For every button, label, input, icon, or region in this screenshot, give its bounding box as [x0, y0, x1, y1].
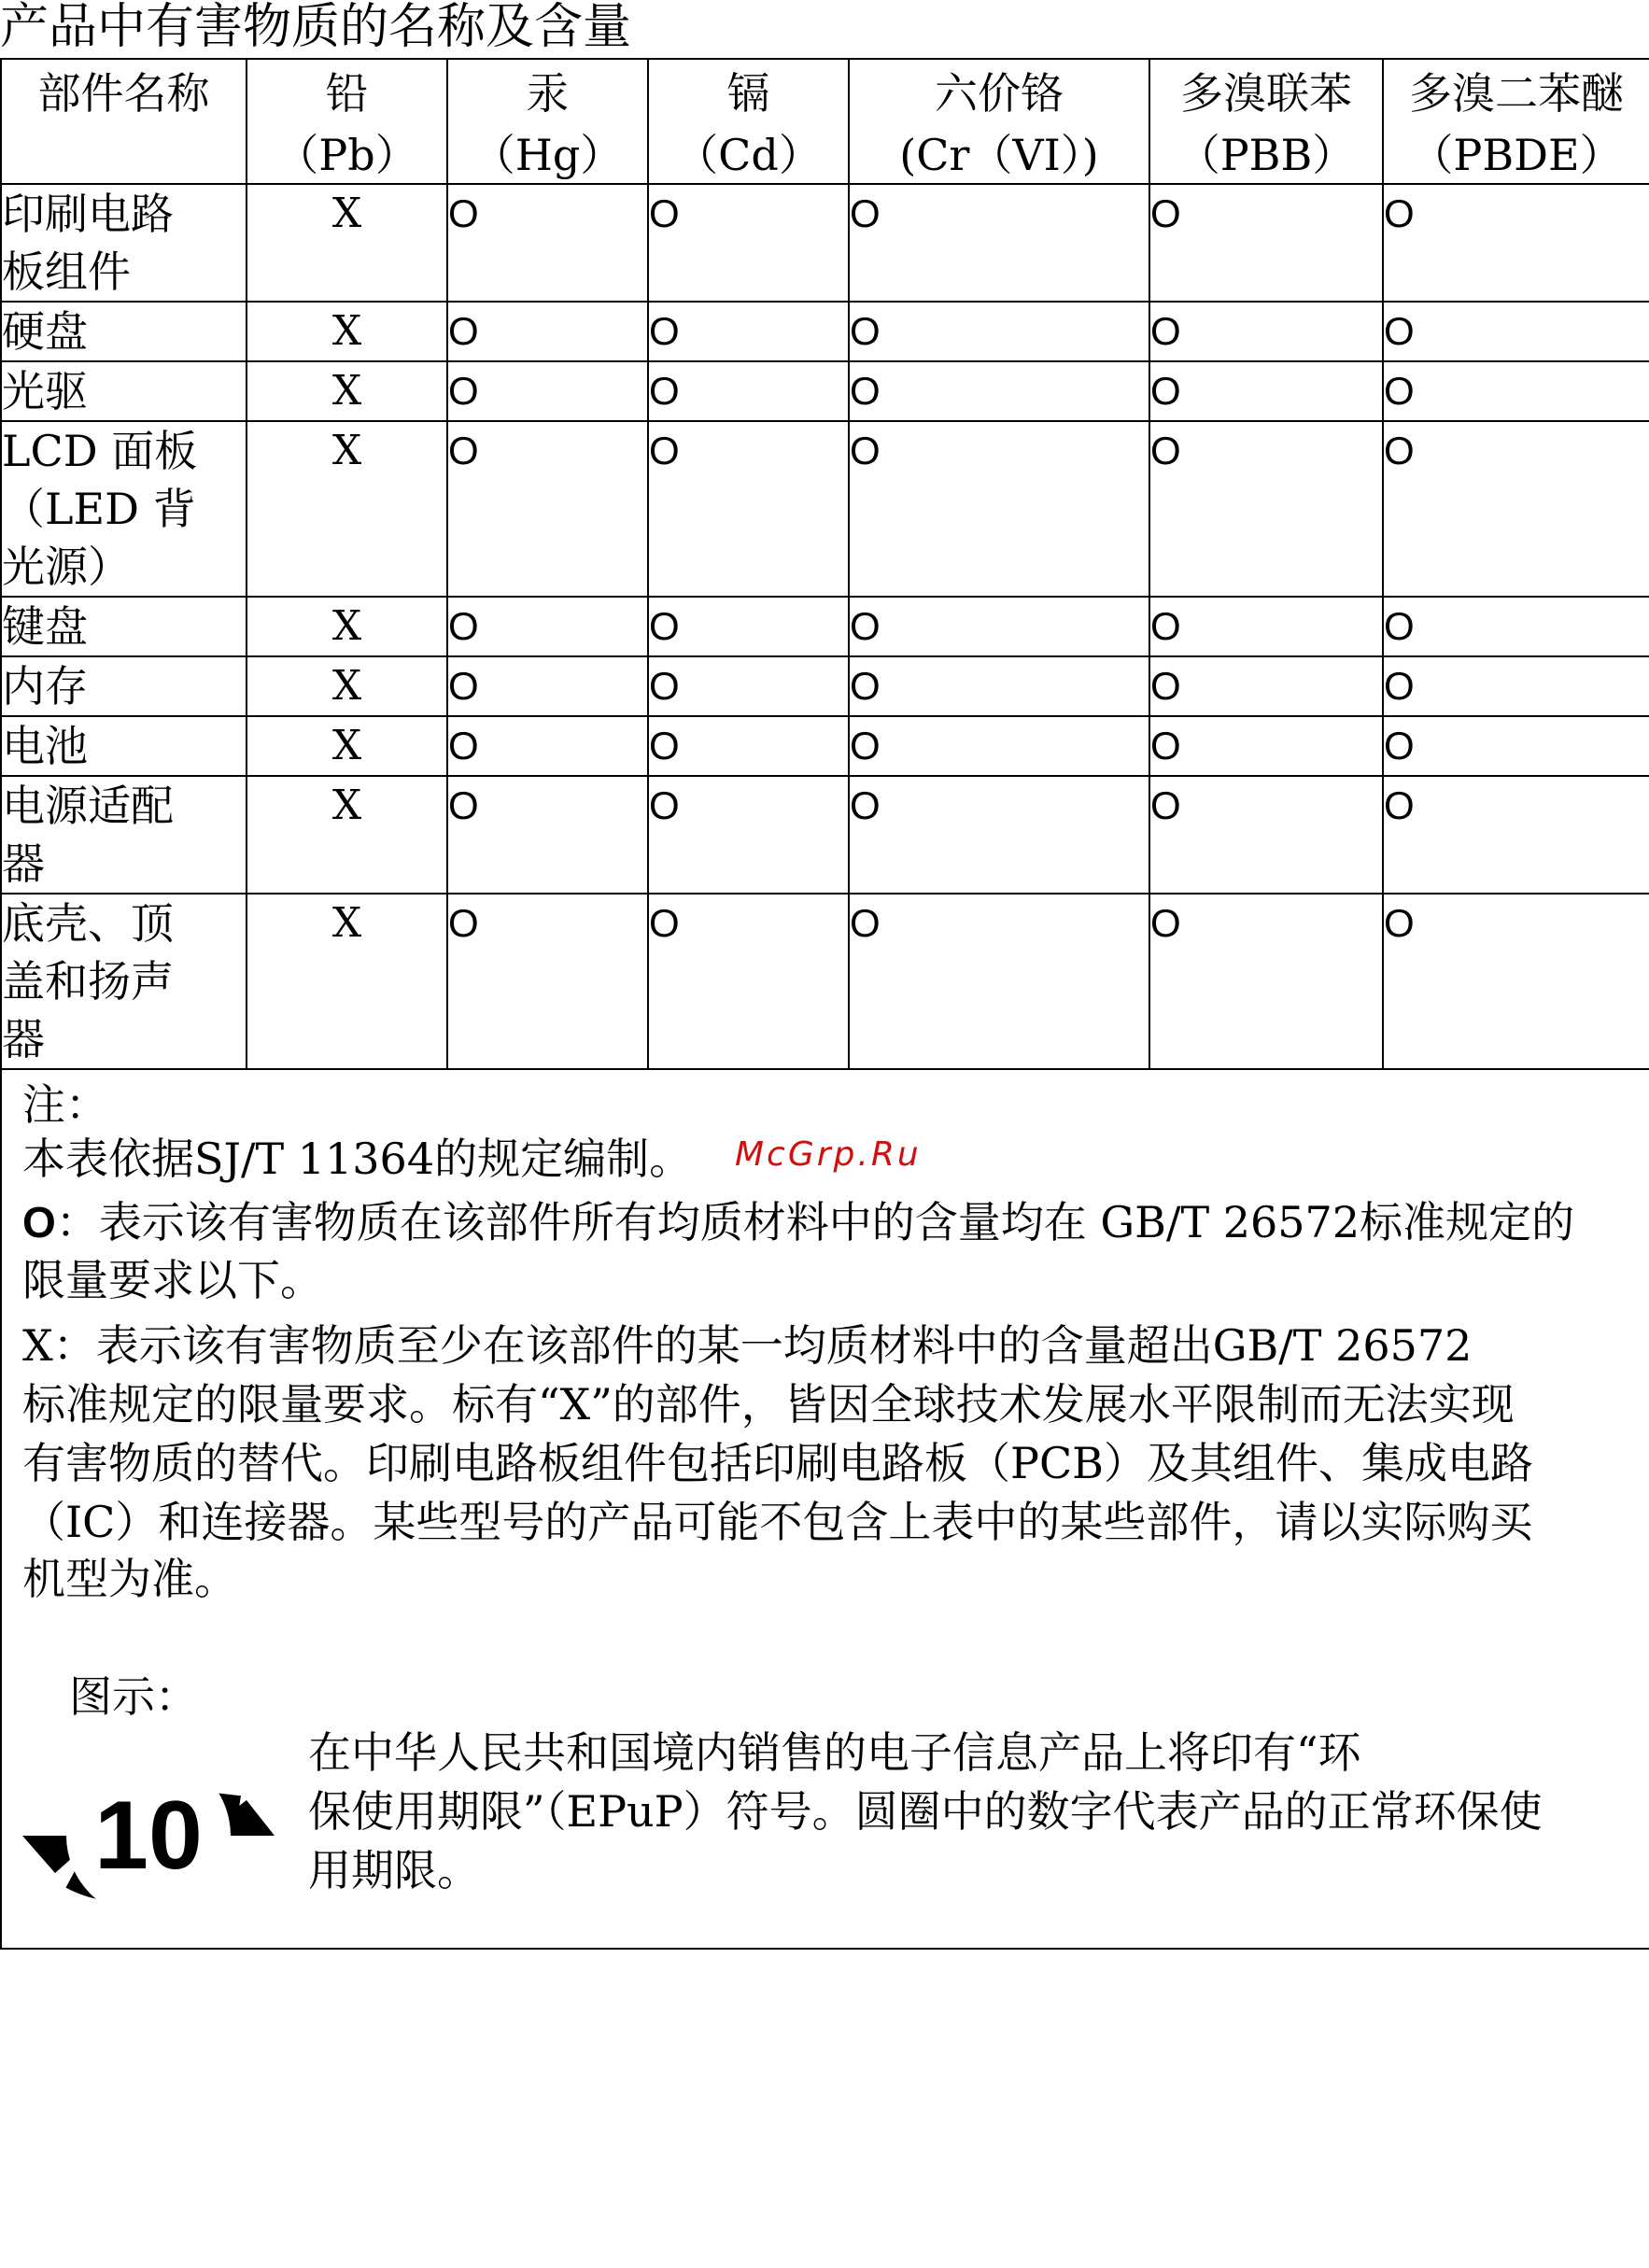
part-name-cell — [1, 597, 247, 656]
pbb-cell: O — [1149, 894, 1383, 1069]
part-name-line: 底壳、顶 — [2, 898, 174, 949]
pbde-cell: O — [1383, 421, 1649, 597]
pbb-cell: O — [1149, 656, 1383, 716]
notes-o-definition-cont: 限量要求以下。 — [22, 1255, 323, 1305]
hazardous-substance-table — [0, 58, 1649, 1950]
o-definition-text: ：表示该有害物质在该部件所有均质材料中的含量均在 GB/T 26572标准规定的 — [55, 1197, 1575, 1247]
epup-logo — [22, 1724, 275, 1948]
table-row — [1, 302, 1649, 361]
pbde-cell: O — [1383, 597, 1649, 656]
part-name-cell — [1, 894, 247, 1069]
header-pbde — [1383, 59, 1649, 184]
table-row — [1, 184, 1649, 302]
part-name-cell — [1, 716, 247, 776]
pbb-cell: O — [1149, 421, 1383, 597]
table-row — [1, 776, 1649, 894]
cadmium-cell: O — [648, 656, 849, 716]
table-row — [1, 716, 1649, 776]
pbde-cell: O — [1383, 776, 1649, 894]
part-name-line: 内存 — [2, 661, 88, 711]
notes-x-line: 标准规定的限量要求。标有“X”的部件，皆因全球技术发展水平限制而无法实现 — [22, 1379, 1515, 1430]
pbde-cell: O — [1383, 302, 1649, 361]
notes-cell — [1, 1069, 1649, 1949]
chromium-vi-cell: O — [849, 302, 1149, 361]
lead-cell: X — [247, 716, 447, 776]
mercury-cell: O — [447, 421, 648, 597]
header-pbb — [1149, 59, 1383, 184]
table-row — [1, 597, 1649, 656]
pbb-cell: O — [1149, 597, 1383, 656]
part-name-line: （LED 背 — [2, 484, 196, 534]
lead-cell: X — [247, 656, 447, 716]
part-name-cell — [1, 421, 247, 597]
table-row — [1, 421, 1649, 597]
cadmium-cell: O — [648, 421, 849, 597]
page-title: 产品中有害物质的名称及含量 — [0, 0, 632, 55]
mercury-cell: O — [447, 716, 648, 776]
notes-x-line: （IC）和连接器。某些型号的产品可能不包含上表中的某些部件，请以实际购买 — [22, 1497, 1533, 1547]
notes-x-line: 有害物质的替代。印刷电路板组件包括印刷电路板（PCB）及其组件、集成电路 — [22, 1438, 1533, 1488]
header-symbol: （PBDE） — [1410, 130, 1623, 180]
pbb-cell: O — [1149, 716, 1383, 776]
cadmium-cell: O — [648, 894, 849, 1069]
notes-label: 注： — [22, 1079, 108, 1130]
header-chromium-vi — [849, 59, 1149, 184]
notes-standard: 本表依据SJ/T 11364的规定编制。 — [22, 1134, 693, 1184]
o-symbol: O — [22, 1198, 56, 1247]
part-name-line: 硬盘 — [2, 306, 88, 357]
header-mercury — [447, 59, 648, 184]
notes-x-line: 机型为准。 — [22, 1554, 237, 1604]
cadmium-cell: O — [648, 361, 849, 421]
header-symbol: （PBB） — [1177, 130, 1356, 180]
mercury-cell: O — [447, 597, 648, 656]
epup-description-line: 用期限。 — [308, 1845, 480, 1895]
lead-cell: X — [247, 184, 447, 302]
table-header-row — [1, 59, 1649, 184]
part-name-line: 电源适配 — [2, 781, 174, 831]
lead-cell: X — [247, 894, 447, 1069]
mercury-cell: O — [447, 302, 648, 361]
pbde-cell: O — [1383, 184, 1649, 302]
mercury-cell: O — [447, 361, 648, 421]
header-label: 铅 — [325, 68, 369, 119]
pbde-cell: O — [1383, 656, 1649, 716]
header-symbol: （Cd） — [675, 130, 822, 180]
chromium-vi-cell: O — [849, 716, 1149, 776]
cadmium-cell: O — [648, 776, 849, 894]
part-name-cell — [1, 776, 247, 894]
lead-cell: X — [247, 776, 447, 894]
header-label: 镉 — [726, 68, 770, 119]
part-name-cell — [1, 361, 247, 421]
header-symbol: （Pb） — [275, 130, 418, 180]
epup-years-number: 10 — [94, 1782, 203, 1890]
notes-x-line: X：表示该有害物质至少在该部件的某一均质材料中的含量超出GB/T 26572 — [22, 1320, 1473, 1371]
pbb-cell: O — [1149, 184, 1383, 302]
table-row — [1, 894, 1649, 1069]
header-cadmium — [648, 59, 849, 184]
part-name-cell — [1, 656, 247, 716]
cadmium-cell: O — [648, 716, 849, 776]
part-name-line: 印刷电路 — [2, 189, 174, 239]
pbb-cell: O — [1149, 361, 1383, 421]
header-label: 多溴联苯 — [1180, 68, 1352, 119]
pbb-cell: O — [1149, 776, 1383, 894]
cadmium-cell: O — [648, 302, 849, 361]
mercury-cell: O — [447, 184, 648, 302]
header-lead — [247, 59, 447, 184]
header-label: 部件名称 — [37, 68, 210, 119]
part-name-line: 器 — [2, 838, 45, 889]
header-label: 汞 — [526, 68, 570, 119]
mercury-cell: O — [447, 776, 648, 894]
lead-cell: X — [247, 361, 447, 421]
chromium-vi-cell: O — [849, 894, 1149, 1069]
pbb-cell: O — [1149, 302, 1383, 361]
part-name-line: 光源） — [2, 542, 131, 592]
table-row — [1, 656, 1649, 716]
header-symbol: (Cr（VI）) — [899, 130, 1099, 180]
cadmium-cell: O — [648, 184, 849, 302]
table-row — [1, 361, 1649, 421]
chromium-vi-cell: O — [849, 361, 1149, 421]
header-label: 六价铬 — [935, 68, 1064, 119]
header-part-name — [1, 59, 247, 184]
part-name-line: 板组件 — [2, 247, 131, 297]
part-name-line: 键盘 — [2, 601, 88, 652]
part-name-cell — [1, 302, 247, 361]
mercury-cell: O — [447, 894, 648, 1069]
epup-description-line: 在中华人民共和国境内销售的电子信息产品上将印有“环 — [308, 1727, 1361, 1778]
pbde-cell: O — [1383, 894, 1649, 1069]
notes-o-definition — [22, 1193, 1574, 1251]
chromium-vi-cell: O — [849, 421, 1149, 597]
chromium-vi-cell: O — [849, 597, 1149, 656]
watermark: McGrp.Ru — [735, 1135, 922, 1174]
header-label: 多溴二苯醚 — [1409, 68, 1624, 119]
mercury-cell: O — [447, 656, 648, 716]
header-symbol: （Hg） — [472, 130, 624, 180]
pbde-cell: O — [1383, 361, 1649, 421]
legend-label: 图示： — [69, 1671, 198, 1722]
part-name-cell — [1, 184, 247, 302]
lead-cell: X — [247, 302, 447, 361]
part-name-line: 电池 — [2, 721, 88, 771]
lead-cell: X — [247, 597, 447, 656]
part-name-line: LCD 面板 — [2, 426, 198, 476]
pbde-cell: O — [1383, 716, 1649, 776]
epup-description-line: 保使用期限”（EPuP）符号。圆圈中的数字代表产品的正常环保使 — [308, 1786, 1543, 1837]
part-name-line: 器 — [2, 1014, 45, 1064]
cadmium-cell: O — [648, 597, 849, 656]
part-name-line: 光驱 — [2, 366, 88, 416]
chromium-vi-cell: O — [849, 184, 1149, 302]
part-name-line: 盖和扬声 — [2, 956, 174, 1007]
lead-cell: X — [247, 421, 447, 597]
chromium-vi-cell: O — [849, 656, 1149, 716]
chromium-vi-cell: O — [849, 776, 1149, 894]
